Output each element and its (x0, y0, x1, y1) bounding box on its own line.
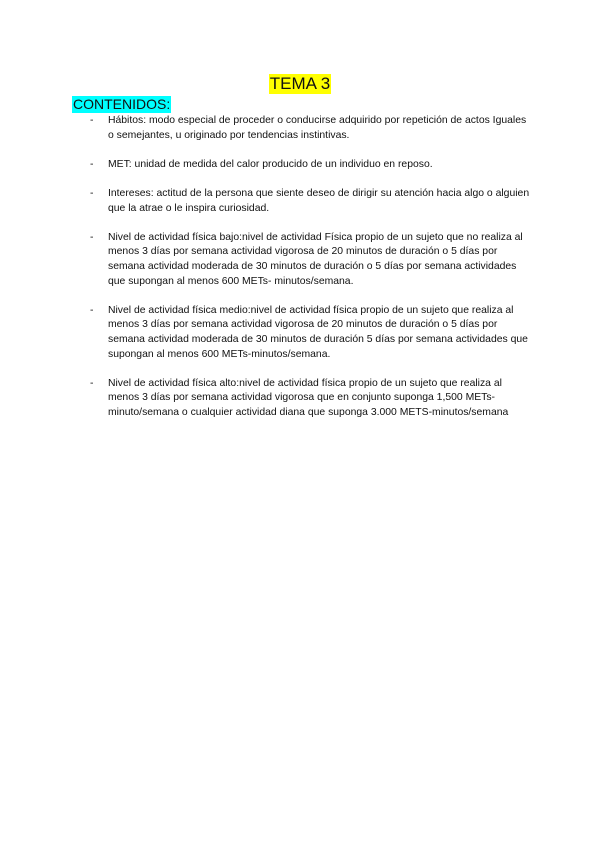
list-item-text: Intereses: actitud de la persona que siente deseo de dirigir su atención hacia algo o alguien que la atrae o le inspira curiosidad. (108, 187, 530, 214)
page-title: TEMA 3 (269, 74, 331, 93)
list-item-text: Hábitos: modo especial de proceder o conducirse adquirido por repetición de actos Iguales o semejantes, u originado por tendencias instintivas. (108, 115, 527, 141)
list-item-text: Nivel de actividad física medio:nivel de actividad física propio de un sujeto que realiza al menos 3 días por semana actividad vigorosa de 20 minutos de duración o 5 días por semana actividad moderada de 30 minutos de duración 5 días por semana actividades que supongan al menos 600 METs-minutos/semana. (108, 304, 528, 360)
section-heading: CONTENIDOS: (73, 96, 171, 112)
bullet-dash: - (90, 187, 94, 199)
definitions-list (90, 114, 530, 435)
bullet-dash: - (90, 158, 94, 170)
list-item (90, 158, 530, 173)
bullet-dash: - (90, 231, 94, 243)
bullet-dash: - (90, 377, 94, 389)
bullet-dash: - (90, 304, 94, 316)
bullet-dash: - (90, 115, 94, 126)
list-item-text: Nivel de actividad física alto:nivel de actividad física propio de un sujeto que realiza al menos 3 días por semana actividad vigorosa que en conjunto suponga 1,500 METs-minuto/semana o cualquier actividad diana que suponga 3.000 METS-minutos/semana (108, 377, 509, 418)
list-item (90, 114, 530, 143)
list-item (90, 377, 530, 421)
title-container (0, 74, 600, 94)
list-item-text: Nivel de actividad física bajo:nivel de actividad Física propio de un sujeto que no realiza al menos 3 días por semana actividad vigorosa de 20 minutos de duración o 5 días por semana actividad moderada de 30 minutos de duración o 5 días por semana actividades que supongan al menos 600 METs- minutos/semana. (108, 231, 523, 287)
list-item (90, 304, 530, 362)
list-item (90, 187, 530, 216)
list-item (90, 231, 530, 289)
list-item-text: MET: unidad de medida del calor producido de un individuo en reposo. (108, 158, 433, 170)
